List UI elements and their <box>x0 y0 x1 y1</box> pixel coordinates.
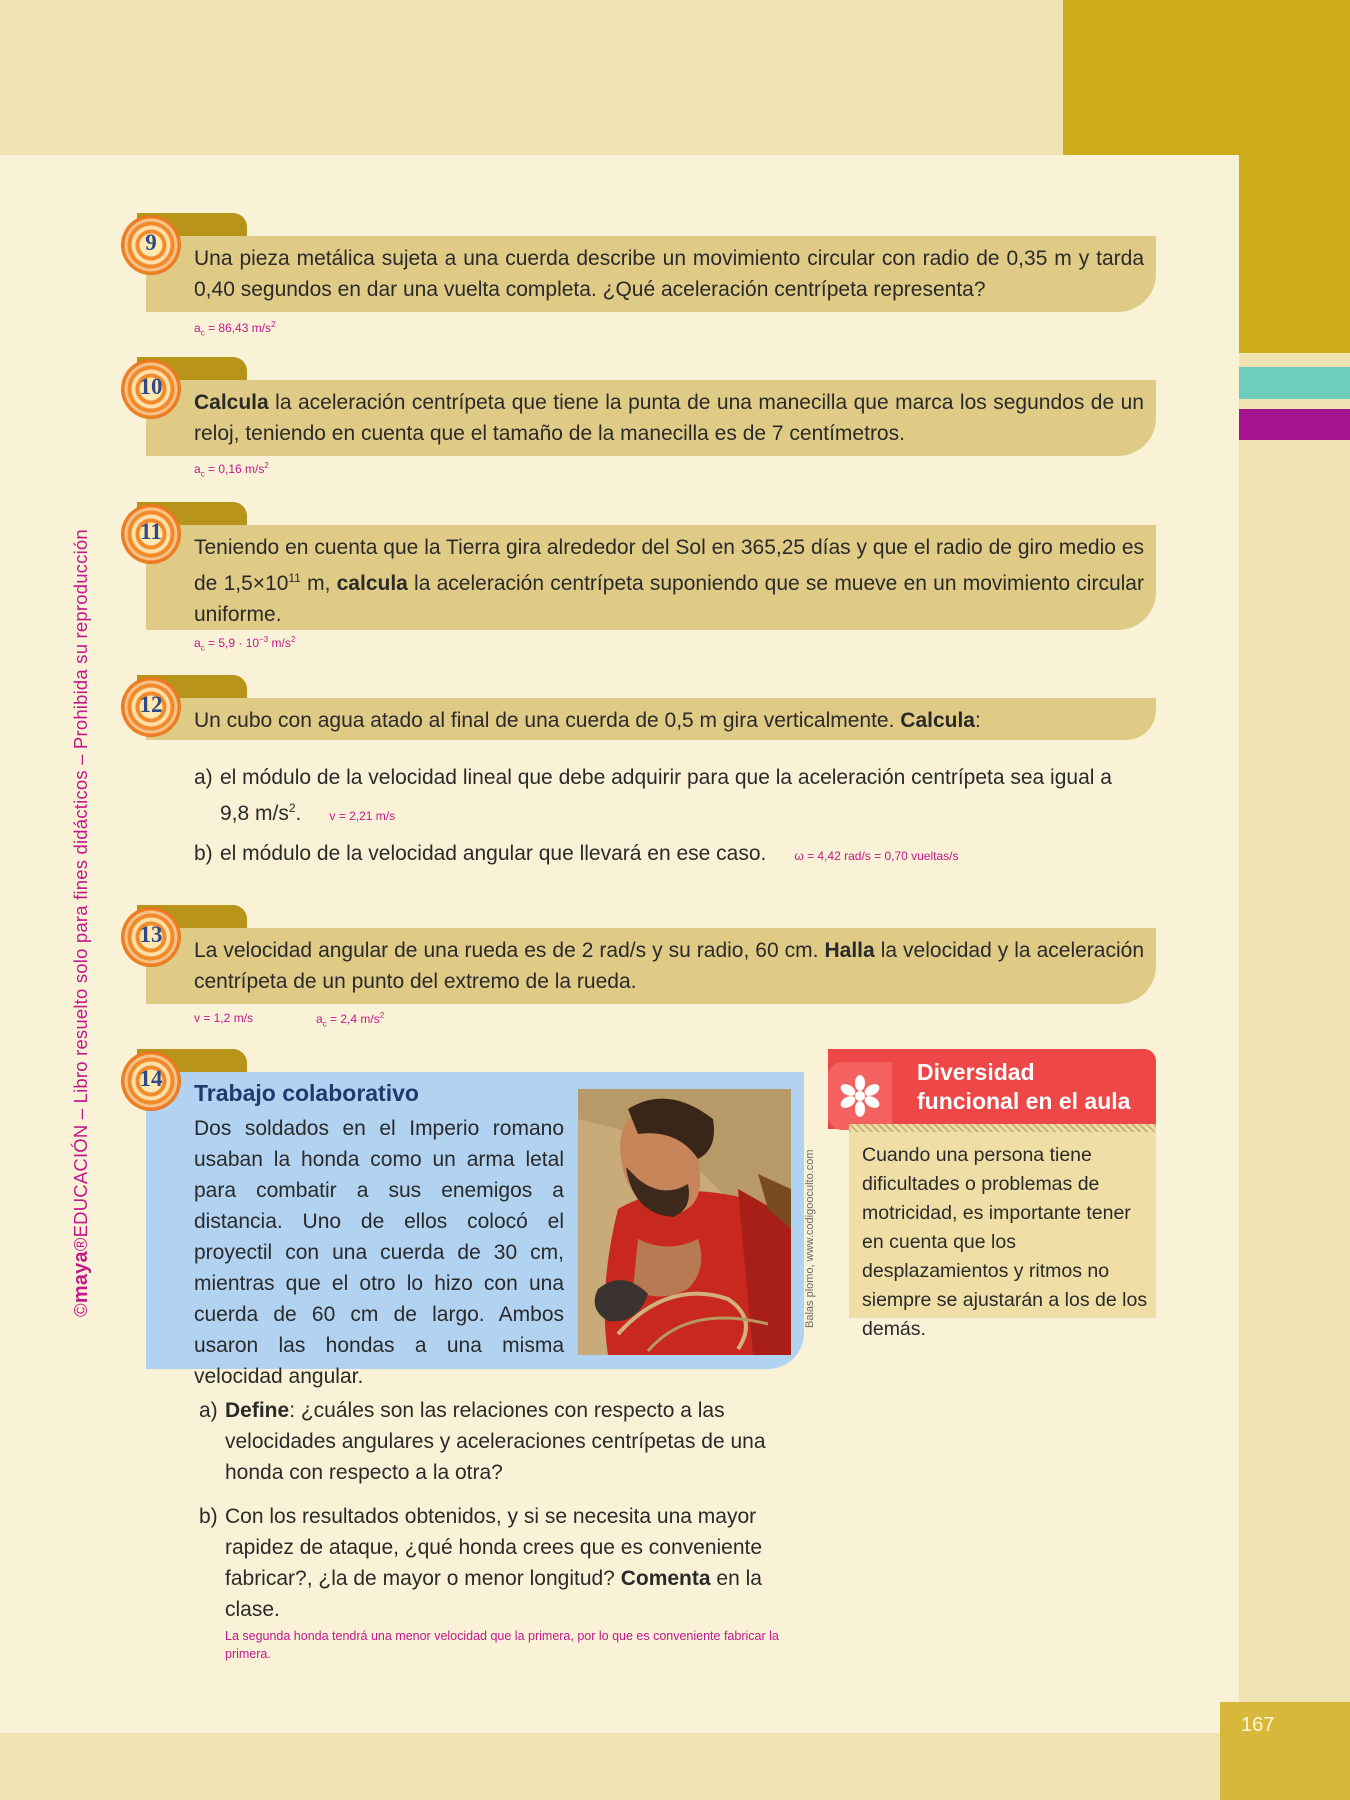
collab-text: Dos soldados en el Imperio romano usaban la honda como un arma letal para combatir a sus enemigos a distancia. Uno de ellos colocó el proyectil con una cuerda de 30 cm, mientras que el otro lo hizo con una cuerda de 60 cm de largo. Ambos usaron las hondas a una misma velocidad angular. <box>194 1117 564 1388</box>
q11-number: 11 <box>140 519 162 544</box>
q11-answer: $a_c = 5,9 \cdot 10^{-3}$ $m/s^2$ <box>194 635 296 653</box>
q9-answer: $a_c = 86,43$ $m/s^2$ <box>194 320 276 338</box>
gold-side-strip <box>1239 155 1350 353</box>
q14-item-a: a) Define: ¿cuáles son las relaciones con respecto a las velocidades angulares y aceleraciones centrípetas de una honda con respecto a la otra? <box>199 1399 766 1484</box>
copyright-sidebar <box>70 529 93 1317</box>
roman-soldier-photo <box>578 1089 791 1355</box>
diversity-stripe <box>849 1124 1156 1132</box>
q9-number: 9 <box>145 230 157 255</box>
photo-credit: Balas plomo, www.codigooculto.com <box>804 1149 816 1328</box>
q13-number: 13 <box>139 922 163 947</box>
copyright-symbol: © <box>70 1303 91 1317</box>
q10-text: Calcula la aceleración centrípeta que tiene la punta de una manecilla que marca los segundos de un reloj, teniendo en cuenta que el tamaño de la manecilla es de 7 centímetros. <box>194 391 1144 445</box>
q13-text: La velocidad angular de una rueda es de 2 rad/s y su radio, 60 cm. Halla la velocidad y la aceleración centrípeta de un punto del extremo de la rueda. <box>194 939 1145 993</box>
q13-answer-v: v = 1,2 m/s <box>194 1011 254 1025</box>
q14-answer: La segunda honda tendrá una menor velocidad que la primera, por lo que es conveniente fabricar la primera. <box>225 1629 779 1661</box>
diversity-title: Diversidad funcional en el aula <box>917 1059 1131 1114</box>
teal-side-strip <box>1239 367 1350 399</box>
diversity-text: Cuando una persona tiene dificultades o problemas de motricidad, es importante tener en cuenta que los desplazamientos y ritmos no siempre se ajustarán a los de los demás. <box>862 1144 1148 1340</box>
collab-title: Trabajo colaborativo <box>194 1080 419 1106</box>
q12-text: Un cubo con agua atado al final de una cuerda de 0,5 m gira verticalmente. Calcula: <box>194 709 981 732</box>
q12-a-answer: v = 2,21 m/s <box>329 809 396 823</box>
q9-text: Una pieza metálica sujeta a una cuerda describe un movimiento circular con radio de 0,35 m y tarda 0,40 segundos en dar una vuelta completa. ¿Qué aceleración centrípeta representa? <box>194 247 1144 301</box>
q11-number-badge <box>122 505 180 563</box>
copyright-notice: ®EDUCACIÓN – Libro resuelto solo para fines didácticos – Prohibida su reproducción <box>70 529 91 1252</box>
q9-number-badge <box>122 216 180 274</box>
gold-corner-block <box>1063 0 1350 155</box>
q13-answer-ac: $a_c = 2,4$ $m/s^2$ <box>316 1011 385 1029</box>
q12-item-a: a) el módulo de la velocidad lineal que debe adquirir para que la aceleración centrípeta sea igual a 9,8 $m/s^2$. v = 2,21 m/s <box>194 766 1112 825</box>
brand-logo: maya <box>70 1251 92 1304</box>
q10-number-badge <box>122 360 180 418</box>
q12-item-b: b) el módulo de la velocidad angular que llevará en ese caso. ω = 4,42 rad/s = 0,70 vueltas/s <box>194 842 959 865</box>
q12-b-answer: ω = 4,42 rad/s = 0,70 vueltas/s <box>794 849 959 863</box>
page-number-box <box>1220 1702 1350 1800</box>
q14-number: 14 <box>139 1066 163 1091</box>
q10-answer: $a_c = 0,16$ $m/s^2$ <box>194 461 269 479</box>
soldier-illustration <box>578 1089 791 1355</box>
asterisk-flower-icon <box>828 1062 892 1130</box>
q14-number-badge <box>122 1052 180 1110</box>
q11-text: Teniendo en cuenta que la Tierra gira alrededor del Sol en 365,25 días y que el radio de giro medio es de $1,5\times 10^{11}$ m, calcula la aceleración centrípeta suponiendo que se mueve en un movimiento circular uniforme. <box>194 536 1144 626</box>
bottom-band <box>0 1733 1220 1800</box>
diversity-icon-tile <box>828 1062 892 1130</box>
q13-number-badge <box>122 908 180 966</box>
top-band <box>0 0 1063 155</box>
q14-item-b: b) Con los resultados obtenidos, y si se necesita una mayor rapidez de ataque, ¿qué honda crees que es conveniente fabricar?, ¿la de mayor o menor longitud? Comenta en la clase. <box>199 1505 763 1621</box>
q12-number-badge <box>122 678 180 736</box>
q10-number: 10 <box>139 374 163 399</box>
magenta-side-strip <box>1239 409 1350 440</box>
right-margin <box>1239 440 1350 1702</box>
q12-number: 12 <box>139 692 163 717</box>
page-number: 167 <box>1241 1714 1275 1736</box>
